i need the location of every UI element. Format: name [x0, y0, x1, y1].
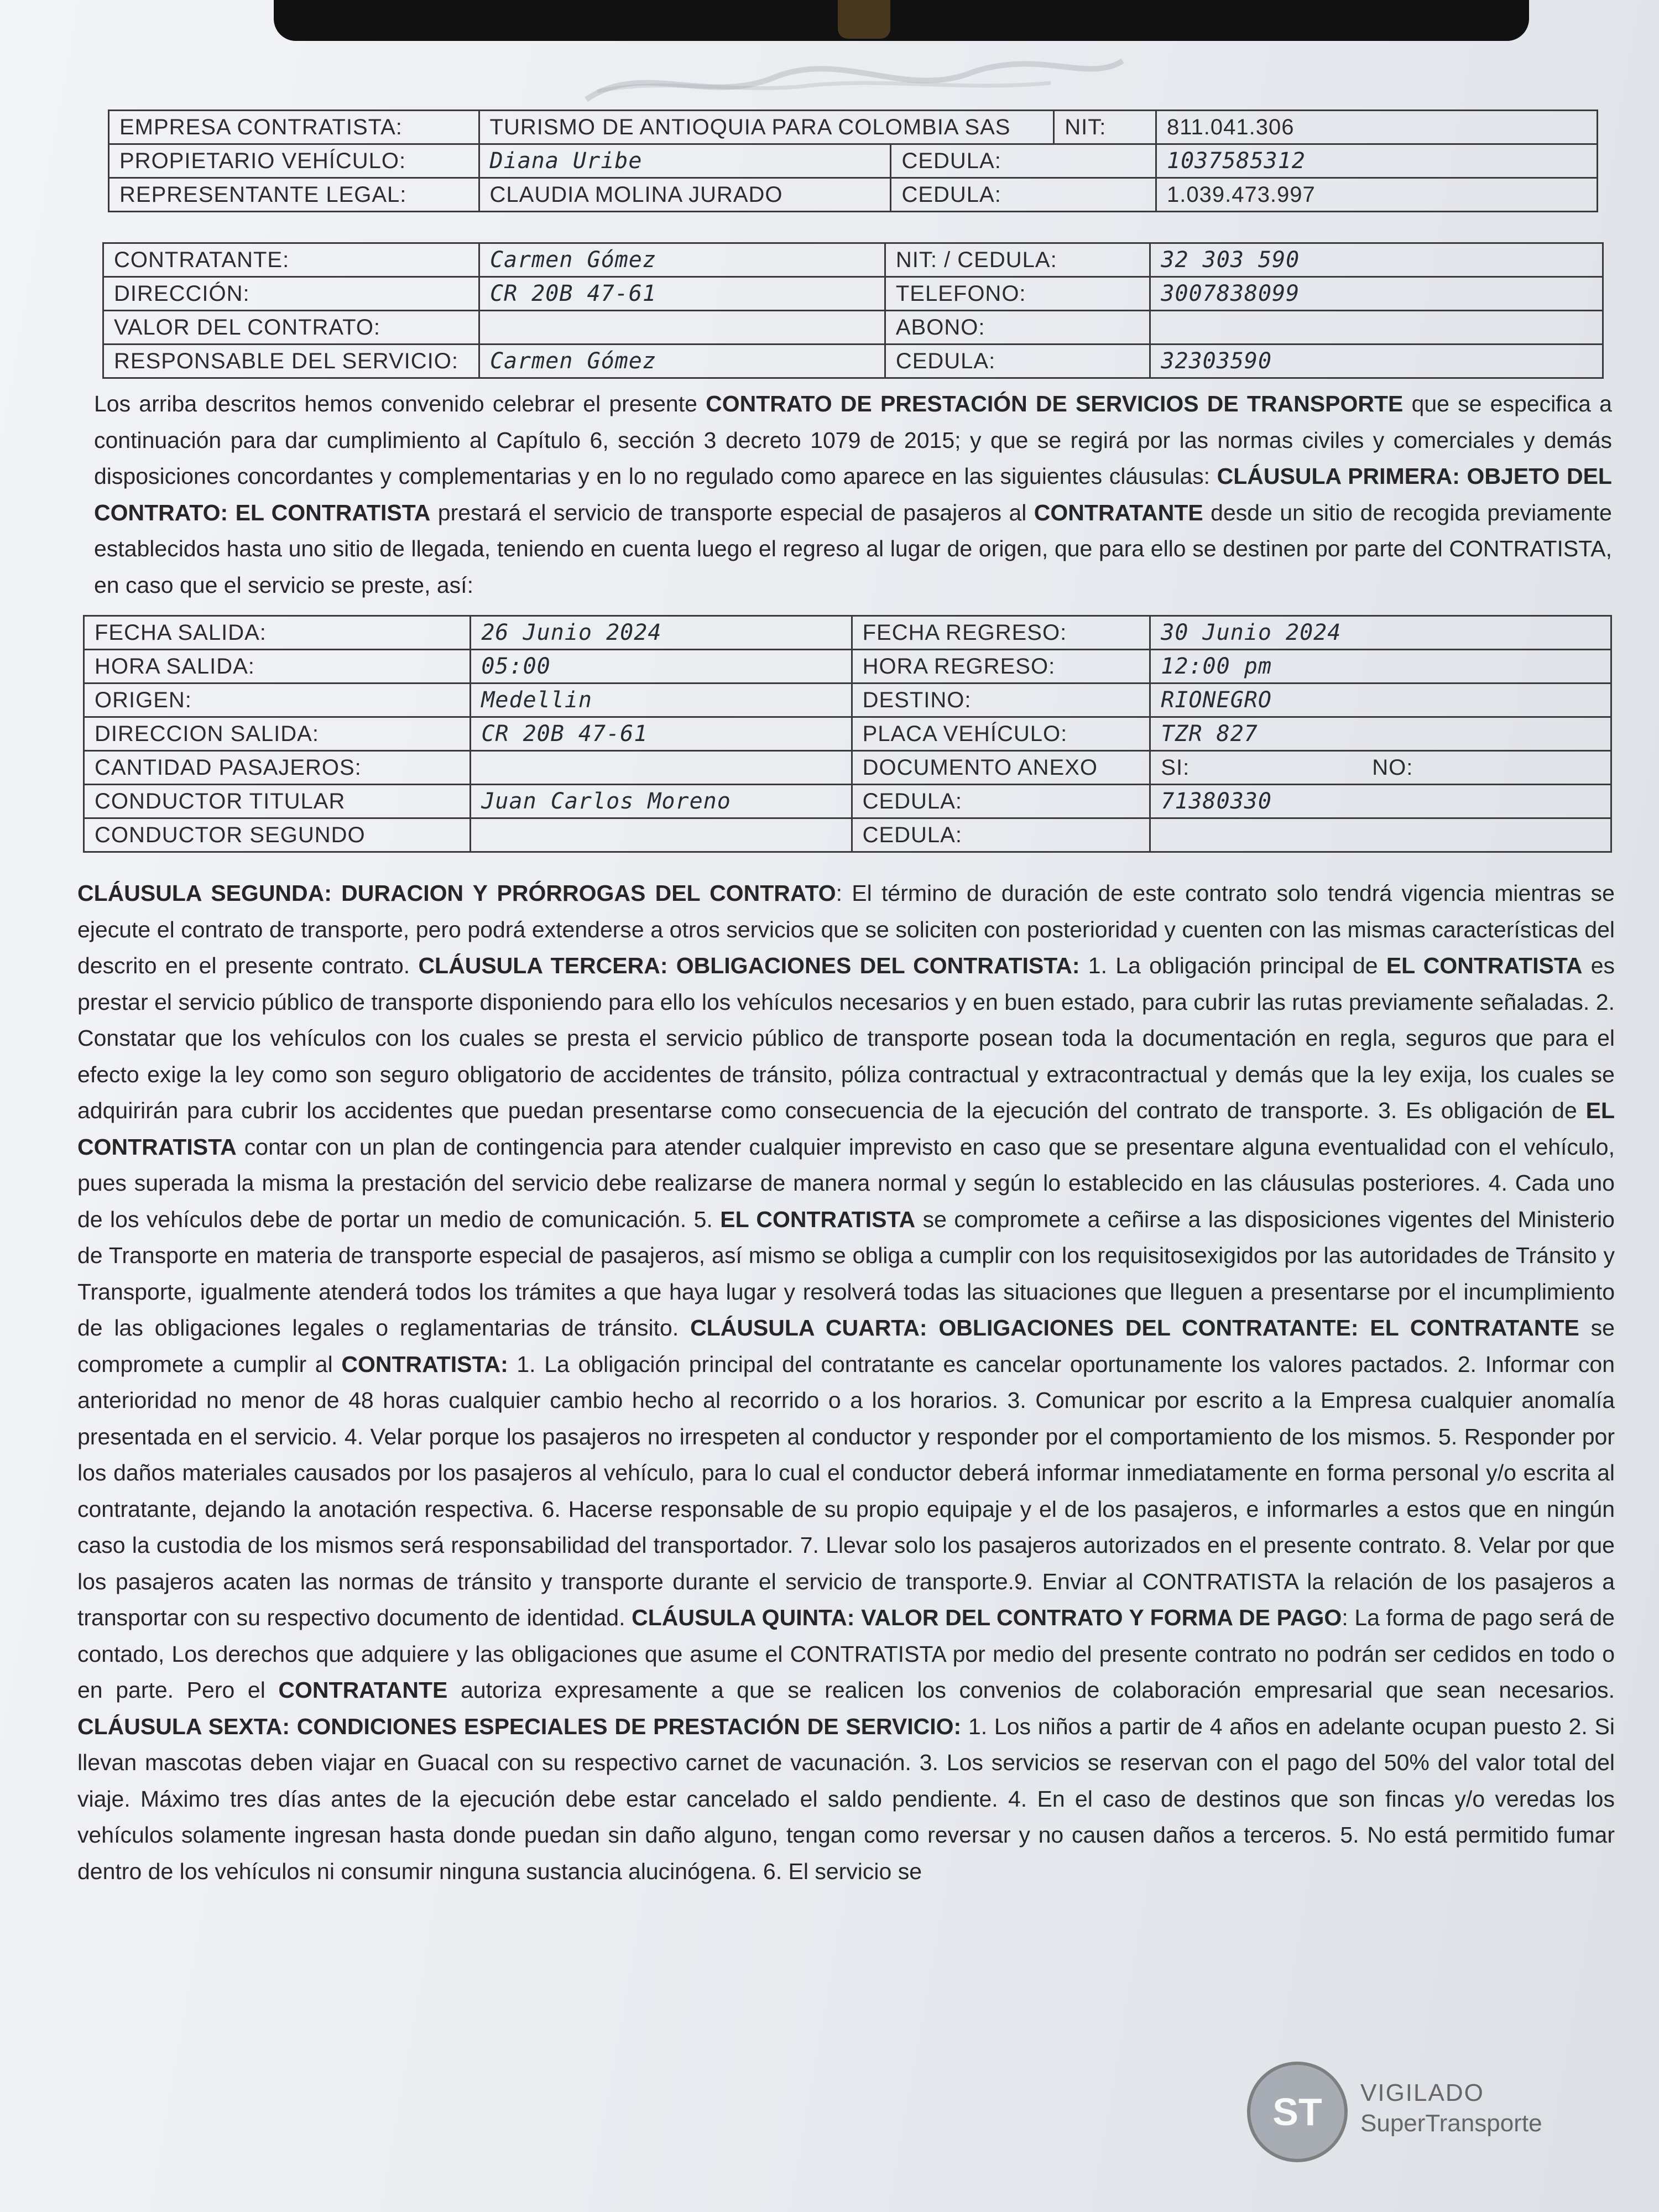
- intro-bold: CONTRATO DE PRESTACIÓN DE SERVICIOS DE TRANSPORTE: [706, 391, 1404, 416]
- propietario-cedula: 1037585312: [1156, 144, 1597, 178]
- clause-bold: EL CONTRATISTA: [1386, 953, 1583, 978]
- company-table: [108, 109, 1598, 212]
- table-row: [84, 717, 1611, 751]
- conductor-segundo-label: CONDUCTOR SEGUNDO: [84, 818, 471, 852]
- clause-heading: CLÁUSULA QUINTA: VALOR DEL CONTRATO Y FORMA DE PAGO: [632, 1605, 1342, 1630]
- no-label: NO:: [1372, 755, 1413, 780]
- nit-cedula-label: NIT: / CEDULA:: [885, 243, 1150, 277]
- nit-value: 811.041.306: [1156, 111, 1597, 144]
- conductor-segundo-value: [471, 818, 852, 852]
- clause-text: se compromete a cumplir al: [77, 1315, 1615, 1377]
- vigilado-text: VIGILADO: [1360, 2079, 1484, 2106]
- contratante-value: Carmen Gómez: [479, 243, 885, 277]
- conductor-segundo-cedula: [1150, 818, 1611, 852]
- intro-paragraph: [94, 386, 1612, 603]
- cantidad-value: [471, 751, 852, 785]
- valor-label: VALOR DEL CONTRATO:: [103, 311, 479, 345]
- clause-text: : La forma de pago será de contado, Los derechos que adquiere y las obligaciones que asume el CONTRATISTA por medio del presente contrato no podrán ser cedidos en todo o en parte. Pero el: [77, 1605, 1615, 1703]
- clauses-body: [77, 875, 1615, 1890]
- telefono-label: TELEFONO:: [885, 277, 1150, 311]
- intro-text: desde un sitio de recogida previamente establecidos hasta uno sitio de llegada, teniendo en cuenta luego el regreso al lugar de origen, que para ello se destinen por parte del CONTRATISTA, en caso que el servicio se preste, así:: [94, 499, 1612, 598]
- responsable-value: Carmen Gómez: [479, 345, 885, 378]
- supertransporte-seal-icon: ST: [1247, 2062, 1348, 2162]
- direccion-label: DIRECCIÓN:: [103, 277, 479, 311]
- hora-salida-label: HORA SALIDA:: [84, 650, 471, 684]
- cedula-label: CEDULA:: [891, 144, 1156, 178]
- faded-seal-mark: [575, 39, 1134, 111]
- direccion-salida-value: CR 20B 47-61: [471, 717, 852, 751]
- origen-value: Medellin: [471, 684, 852, 717]
- table-row: [84, 751, 1611, 785]
- conductor-titular-label: CONDUCTOR TITULAR: [84, 785, 471, 818]
- representante-value: CLAUDIA MOLINA JURADO: [479, 178, 891, 212]
- contratante-label: CONTRATANTE:: [103, 243, 479, 277]
- representante-cedula: 1.039.473.997: [1156, 178, 1597, 212]
- clause-bold: CONTRATISTA:: [341, 1351, 508, 1377]
- table-row: [84, 616, 1611, 650]
- cantidad-label: CANTIDAD PASAJEROS:: [84, 751, 471, 785]
- supertransporte-text: SuperTransporte: [1360, 2110, 1542, 2137]
- table-row: [103, 311, 1603, 345]
- table-row: [103, 243, 1603, 277]
- representante-label: REPRESENTANTE LEGAL:: [109, 178, 479, 212]
- clause-heading: CLÁUSULA PRIMERA: OBJETO DEL CONTRATO: EL CONTRATISTA: [94, 463, 1612, 525]
- clause-text: 1. La obligación principal de: [1079, 953, 1386, 978]
- telefono-value: 3007838099: [1150, 277, 1603, 311]
- table-row: [84, 818, 1611, 852]
- clause-text: autoriza expresamente a que se realicen los convenios de colaboración empresarial que sean necesarios.: [447, 1677, 1615, 1703]
- fecha-salida-value: 26 Junio 2024: [471, 616, 852, 650]
- client-table: [102, 242, 1604, 379]
- table-row: [84, 785, 1611, 818]
- documento-anexo-options: [1150, 751, 1611, 785]
- cedula-label: CEDULA:: [852, 785, 1150, 818]
- fecha-regreso-value: 30 Junio 2024: [1150, 616, 1611, 650]
- documento-label: DOCUMENTO ANEXO: [852, 751, 1150, 785]
- cedula-label: CEDULA:: [885, 345, 1150, 378]
- clause-text: contar con un plan de contingencia para atender cualquier imprevisto en caso que se presentare alguna eventualidad con el vehículo, pues superada la misma la prestación del servicio debe realizarse de manera normal y según lo establecido en las cláusulas posteriores. 4. Cada uno de los vehículos debe de portar un medio de comunicación. 5.: [77, 1134, 1615, 1232]
- responsable-cedula: 32303590: [1150, 345, 1603, 378]
- clause-heading: CLÁUSULA SEXTA: CONDICIONES ESPECIALES DE PRESTACIÓN DE SERVICIO:: [77, 1713, 962, 1739]
- direccion-salida-label: DIRECCION SALIDA:: [84, 717, 471, 751]
- propietario-value: Diana Uribe: [479, 144, 891, 178]
- conductor-titular-value: Juan Carlos Moreno: [471, 785, 852, 818]
- destino-label: DESTINO:: [852, 684, 1150, 717]
- origen-label: ORIGEN:: [84, 684, 471, 717]
- trip-table: [83, 615, 1612, 853]
- intro-text: que se especifica a continuación para dar cumplimiento al Capítulo 6, sección 3 decreto 1079 de 2015; y que se regirá por las normas civiles y comerciales y demás disposiciones concordantes y complementarias y en lo no regulado como aparece en las siguientes cláusulas:: [94, 391, 1612, 489]
- clause-text: es prestar el servicio público de transporte disponiendo para ello los vehículos necesarios y en buen estado, para cubrir las rutas previamente señaladas. 2. Constatar que los vehículos con los cuales se presta el servicio público de transporte posean toda la documentación en regla, seguros que para el efecto exige la ley como son seguro obligatorio de accidentes de tránsito, póliza contractual y extracontractual y demás que la ley exija, los cuales se adquirirán para cubrir los accidentes que puedan presentarse como consecuencia de la ejecución del contrato de transporte. 3. Es obligación de: [77, 953, 1615, 1123]
- hora-regreso-label: HORA REGRESO:: [852, 650, 1150, 684]
- clause-bold: EL CONTRATISTA: [77, 1098, 1615, 1160]
- nit-cedula-value: 32 303 590: [1150, 243, 1603, 277]
- fecha-salida-label: FECHA SALIDA:: [84, 616, 471, 650]
- intro-bold: CONTRATANTE: [1034, 499, 1203, 525]
- abono-value: [1150, 311, 1603, 345]
- clause-bold: CONTRATANTE: [278, 1677, 448, 1703]
- table-row: [109, 111, 1598, 144]
- valor-value: [479, 311, 885, 345]
- destino-value: RIONEGRO: [1150, 684, 1611, 717]
- clause-bold: EL CONTRATISTA: [720, 1206, 916, 1232]
- clipboard-clip: [274, 0, 1529, 41]
- table-row: [84, 684, 1611, 717]
- intro-text: Los arriba descritos hemos convenido celebrar el presente: [94, 391, 706, 416]
- placa-value: TZR 827: [1150, 717, 1611, 751]
- nit-label: NIT:: [1054, 111, 1156, 144]
- clause-text: : El término de duración de este contrato solo tendrá vigencia mientras se ejecute el contrato de transporte, pero podrá extenderse a otros servicios que se soliciten con posterioridad y cuenten con las mismas características del descrito en el presente contrato.: [77, 880, 1615, 978]
- table-row: [109, 144, 1598, 178]
- si-label: SI:: [1161, 755, 1190, 780]
- clause-text: se compromete a ceñirse a las disposiciones vigentes del Ministerio de Transporte en materia de transporte especial de pasajeros, así mismo se obliga a cumplir con los requisitosexigidos por las autoridades de Tránsito y Transporte, igualmente atenderá todos los trámites a que haya lugar y resolverá todas las situaciones que lleguen a presentarse por el incumplimiento de las obligaciones legales o reglamentarias de tránsito.: [77, 1206, 1615, 1340]
- empresa-label: EMPRESA CONTRATISTA:: [109, 111, 479, 144]
- hora-regreso-value: 12:00 pm: [1150, 650, 1611, 684]
- empresa-value: TURISMO DE ANTIOQUIA PARA COLOMBIA SAS: [479, 111, 1054, 144]
- fecha-regreso-label: FECHA REGRESO:: [852, 616, 1150, 650]
- hora-salida-value: 05:00: [471, 650, 852, 684]
- placa-label: PLACA VEHÍCULO:: [852, 717, 1150, 751]
- table-row: [109, 178, 1598, 212]
- cedula-label: CEDULA:: [891, 178, 1156, 212]
- responsable-label: RESPONSABLE DEL SERVICIO:: [103, 345, 479, 378]
- intro-text: prestará el servicio de transporte especial de pasajeros al: [430, 499, 1034, 525]
- conductor-titular-cedula: 71380330: [1150, 785, 1611, 818]
- propietario-label: PROPIETARIO VEHÍCULO:: [109, 144, 479, 178]
- direccion-value: CR 20B 47-61: [479, 277, 885, 311]
- clause-text: 1. Los niños a partir de 4 años en adelante ocupan puesto 2. Si llevan mascotas deben viajar en Guacal con su respectivo carnet de vacunación. 3. Los servicios se reservan con el pago del 50% del valor total del viaje. Máximo tres días antes de la ejecución debe estar cancelado el saldo pendiente. 4. En el caso de destinos que son fincas y/o veredas los vehículos solamente ingresan hasta donde puedan sin daño alguno, tengan como reversar y no causen daños a terceros. 5. No está permitido fumar dentro de los vehículos ni consumir ninguna sustancia alucinógena. 6. El servicio se: [77, 1713, 1615, 1884]
- table-row: [84, 650, 1611, 684]
- table-row: [103, 345, 1603, 378]
- clause-heading: CLÁUSULA CUARTA: OBLIGACIONES DEL CONTRATANTE: EL CONTRATANTE: [690, 1315, 1579, 1340]
- abono-label: ABONO:: [885, 311, 1150, 345]
- cedula-label: CEDULA:: [852, 818, 1150, 852]
- vigilado-supertransporte-logo: [1247, 2057, 1542, 2162]
- clause-heading: CLÁUSULA SEGUNDA: DURACION Y PRÓRROGAS DEL CONTRATO: [77, 880, 836, 906]
- clause-heading: CLÁUSULA TERCERA: OBLIGACIONES DEL CONTRATISTA:: [418, 953, 1080, 978]
- table-row: [103, 277, 1603, 311]
- clause-text: 1. La obligación principal del contratante es cancelar oportunamente los valores pactados. 2. Informar con anterioridad no menor de 48 horas cualquier cambio hecho al recorrido o a los horarios. 3. Comunicar por escrito a la Empresa cualquier anomalía presentada en el servicio. 4. Velar porque los pasajeros no irrespeten al conductor y responder por el comportamiento de los mismos. 5. Responder por los daños materiales causados por los pasajeros al vehículo, para lo cual el conductor deberá informar inmediatamente en forma personal y/o escrita al contratante, dejando la anotación respectiva. 6. Hacerse responsable de su propio equipaje y el de los pasajeros, e informarles a estos que en ningún caso la custodia de los mismos será responsabilidad del transportador. 7. Llevar solo los pasajeros autorizados en el presente contrato. 8. Velar por que los pasajeros acaten las normas de tránsito y transporte durante el servicio de transporte.9. Enviar al CONTRATISTA la relación de los pasajeros a transportar con su respectivo documento de identidad.: [77, 1351, 1615, 1630]
